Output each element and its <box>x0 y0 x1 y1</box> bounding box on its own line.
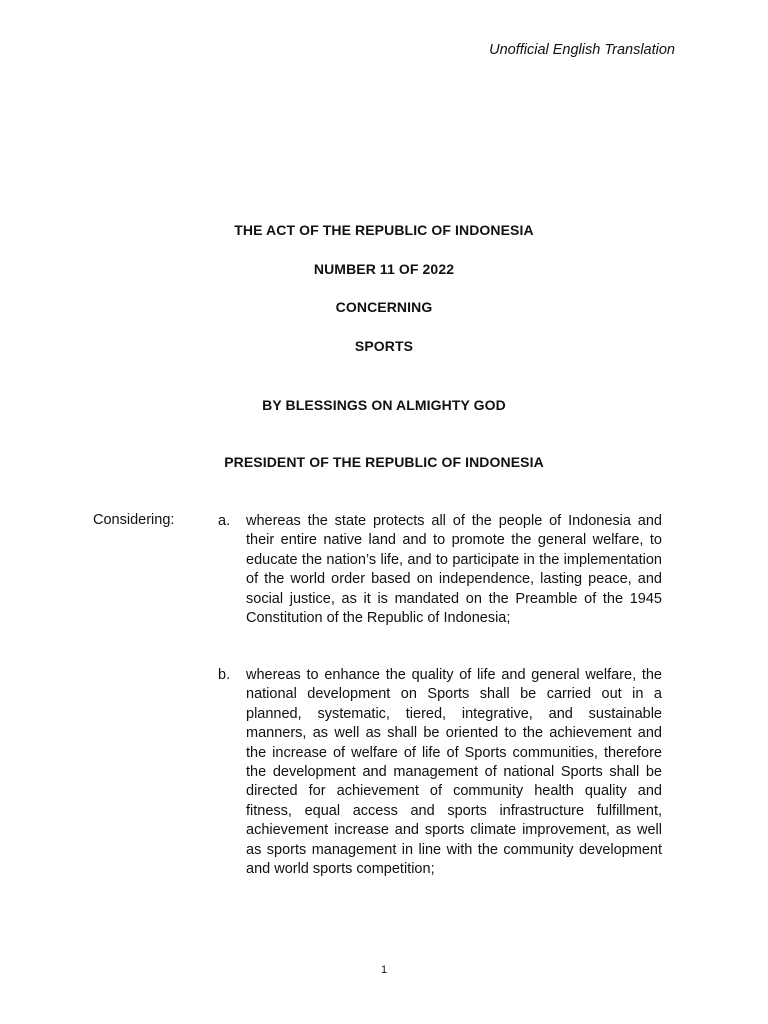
page-number: 1 <box>380 964 388 976</box>
clause-b <box>218 666 662 879</box>
act-subject: SPORTS <box>354 338 414 354</box>
blessing-line: BY BLESSINGS ON ALMIGHTY GOD <box>262 397 506 413</box>
clause-text: whereas to enhance the quality of life and general welfare, the national development on Sports shall be carried out in a planned, systematic, tiered, integrative, and sustainable manners, as well as shall be oriented to the achievement and the increase of welfare of life of Sports communities, therefore the development and management of national Sports shall be directed for achievement of community health quality and fitness, equal access and sports infrastructure fulfillment, achievement increase and sports climate improvement, as well as sports management in line with the community development and world sports competition; <box>246 667 662 878</box>
clause-a <box>218 512 662 628</box>
act-number: NUMBER 11 OF 2022 <box>313 261 455 277</box>
president-line: PRESIDENT OF THE REPUBLIC OF INDONESIA <box>224 454 544 470</box>
clause-letter: a. <box>218 513 231 529</box>
translation-note: Unofficial English Translation <box>489 42 675 58</box>
considering-label: Considering: <box>93 512 175 528</box>
concerning-heading: CONCERNING <box>335 299 433 315</box>
act-title: THE ACT OF THE REPUBLIC OF INDONESIA <box>234 222 534 238</box>
clause-text: whereas the state protects all of the people of Indonesia and their entire native land and to promote the general welfare, to educate the nation’s life, and to participate in the implementation of the world order based on independence, lasting peace, and social justice, as it is mandated on the Preamble of the 1945 Constitution of the Republic of Indonesia; <box>246 513 662 627</box>
clause-letter: b. <box>218 667 231 683</box>
